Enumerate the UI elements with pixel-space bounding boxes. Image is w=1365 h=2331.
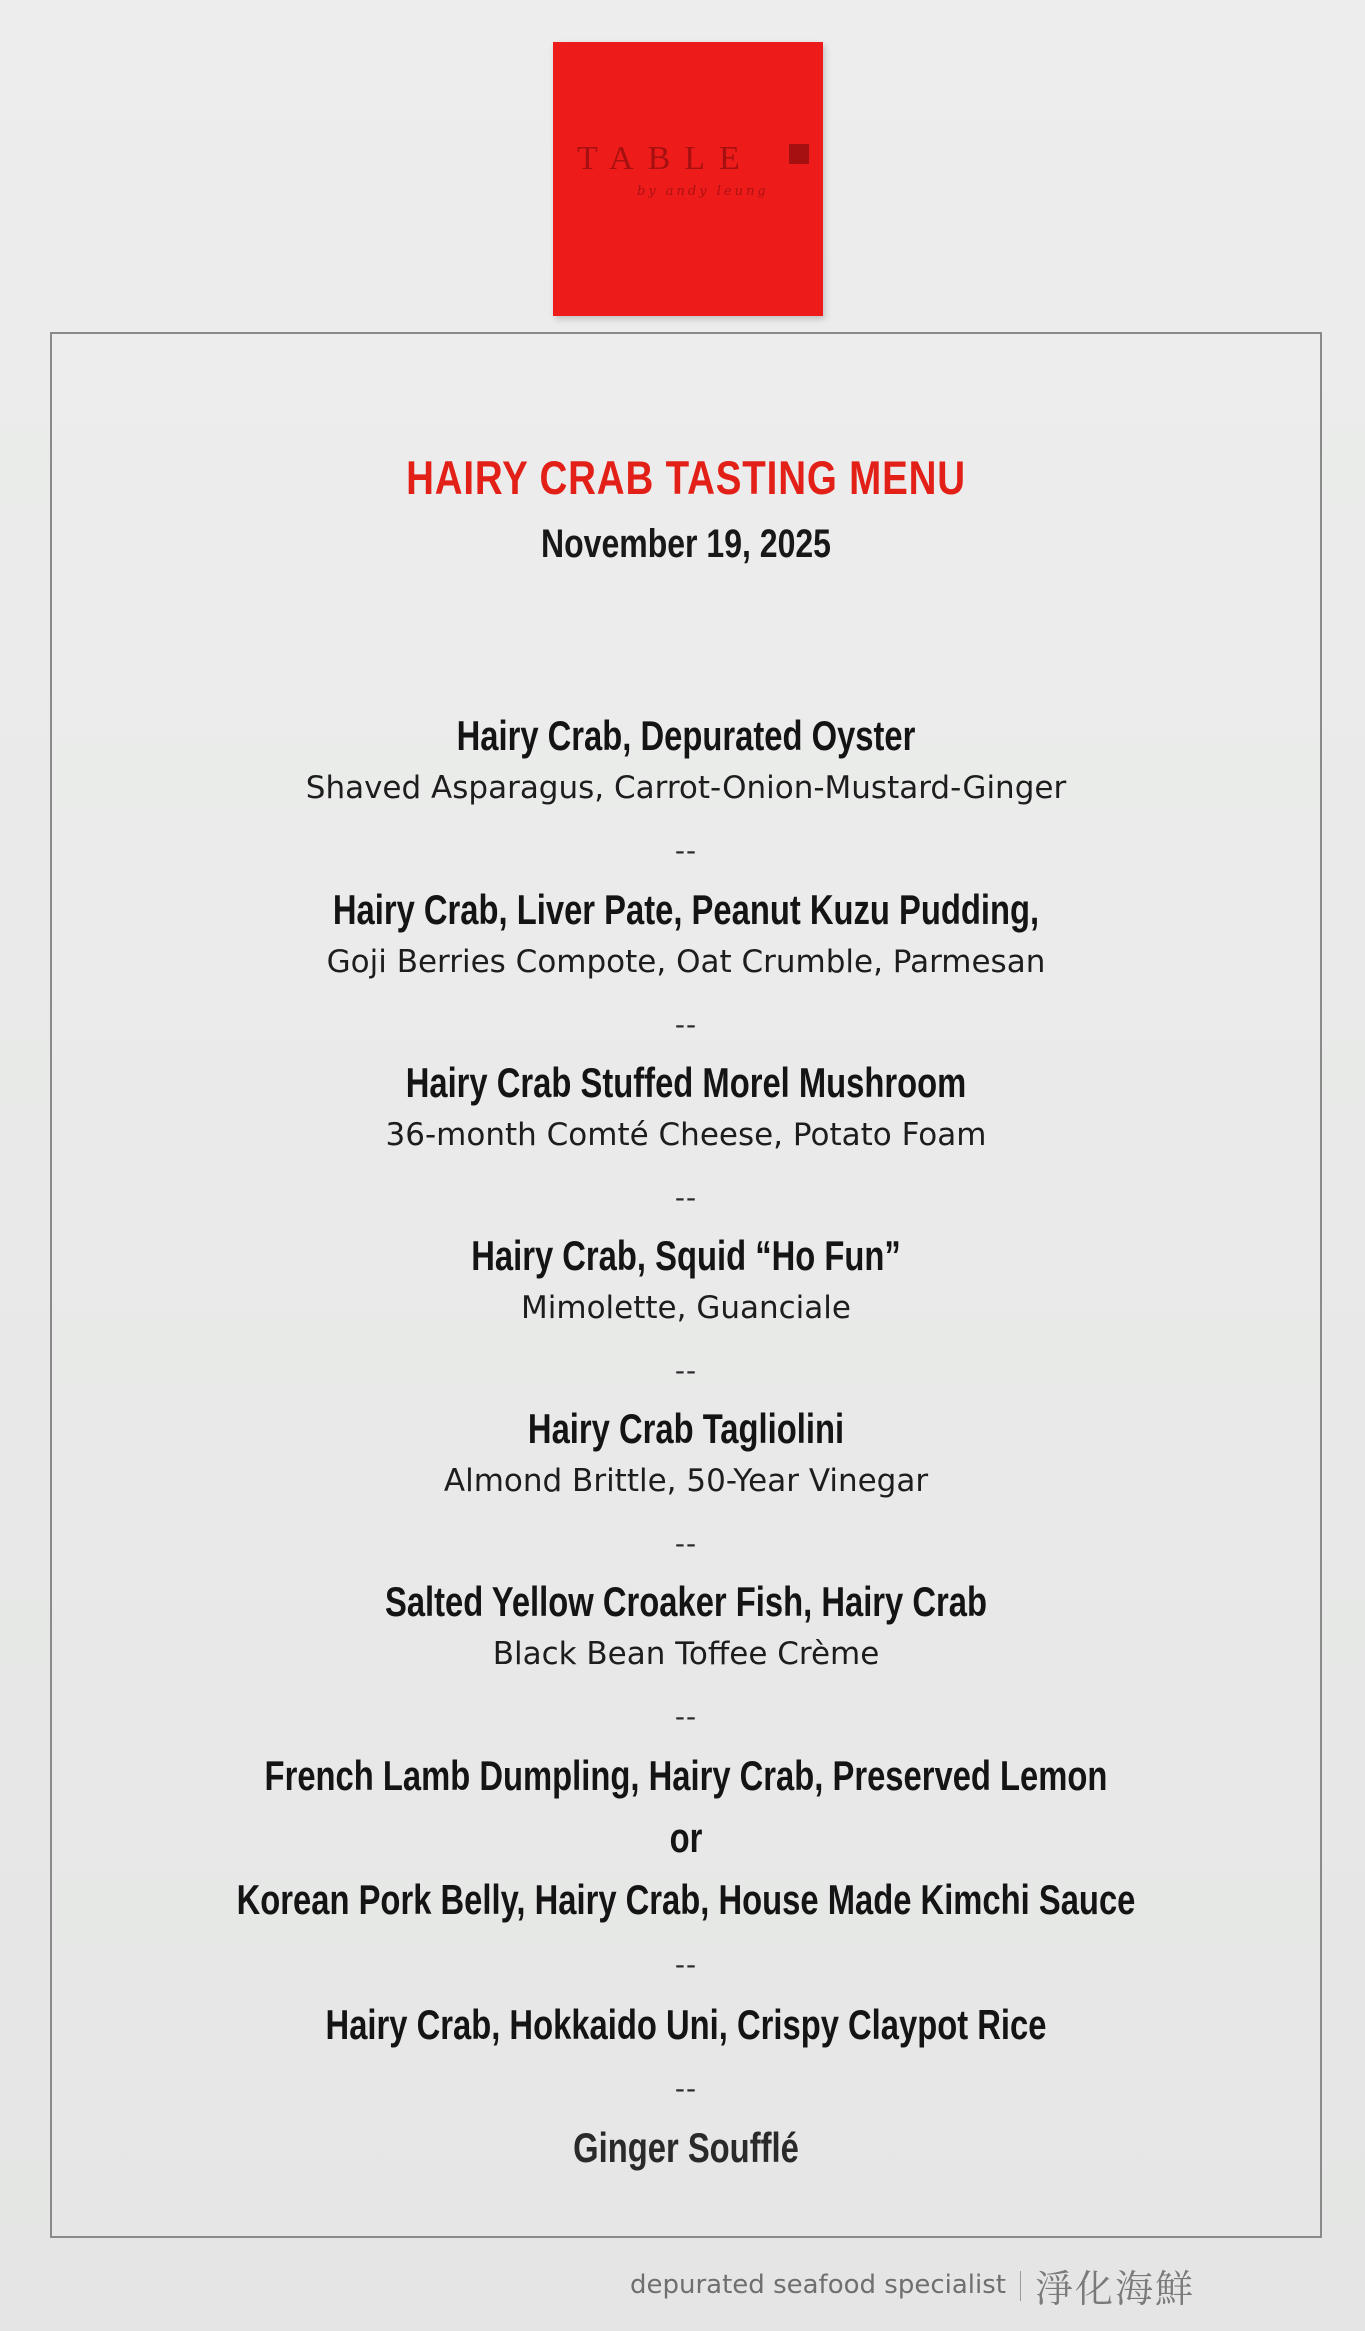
footer-text: depurated seafood specialist	[630, 2270, 1006, 2300]
logo-square-mark	[789, 144, 809, 164]
course-1	[50, 710, 1322, 808]
course-separator: --	[674, 1700, 698, 1733]
restaurant-logo	[553, 42, 823, 316]
choice-option-b: Korean Pork Belly, Hairy Crab, House Made Kimchi Sauce	[236, 1876, 1136, 1923]
logo-tagline: by andy leung	[637, 184, 769, 199]
footer-tagline	[630, 2258, 1230, 2313]
course-separator: --	[674, 1948, 698, 1981]
course-separator: --	[674, 2072, 698, 2105]
course-dish: Hairy Crab Stuffed Morel Mushroom	[405, 1059, 967, 1106]
menu-content	[50, 332, 1322, 2238]
course-dessert	[50, 2122, 1322, 2174]
course-description: 36-month Comté Cheese, Potato Foam	[385, 1117, 987, 1153]
menu-date: November 19, 2025	[541, 522, 831, 566]
course-separator: --	[674, 1354, 698, 1387]
course-separator: --	[674, 1527, 698, 1560]
footer-divider	[1020, 2271, 1021, 2301]
course-dish: Hairy Crab, Squid “Ho Fun”	[471, 1232, 901, 1279]
footer-chinese-text: 淨化海鮮	[1034, 2267, 1195, 2311]
course-separator: --	[674, 1181, 698, 1214]
course-3	[50, 1057, 1322, 1155]
course-dish: Salted Yellow Croaker Fish, Hairy Crab	[384, 1578, 988, 1625]
course-dish: Ginger Soufflé	[573, 2124, 799, 2171]
course-rice	[50, 1999, 1322, 2051]
logo-wordmark: TABLE	[577, 140, 754, 177]
course-separator: --	[674, 834, 698, 867]
course-dish: Hairy Crab, Liver Pate, Peanut Kuzu Pudding,	[332, 886, 1040, 933]
choice-or: or	[669, 1814, 703, 1861]
menu-title: HAIRY CRAB TASTING MENU	[406, 451, 966, 504]
course-description: Black Bean Toffee Crème	[492, 1636, 880, 1672]
course-separator: --	[674, 1008, 698, 1041]
course-dish: Hairy Crab, Hokkaido Uni, Crispy Claypot Rice	[325, 2001, 1047, 2048]
course-4	[50, 1230, 1322, 1328]
course-description: Shaved Asparagus, Carrot-Onion-Mustard-Ginger	[305, 770, 1067, 806]
course-description: Goji Berries Compote, Oat Crumble, Parmesan	[326, 944, 1046, 980]
choice-option-a: French Lamb Dumpling, Hairy Crab, Preserved Lemon	[264, 1752, 1108, 1799]
course-description: Mimolette, Guanciale	[521, 1290, 851, 1326]
course-5	[50, 1403, 1322, 1501]
course-2	[50, 884, 1322, 982]
course-dish: Hairy Crab, Depurated Oyster	[456, 712, 916, 759]
course-dish: Hairy Crab Tagliolini	[527, 1405, 845, 1452]
course-choice	[50, 1750, 1322, 1926]
course-description: Almond Brittle, 50-Year Vinegar	[443, 1463, 929, 1499]
course-6	[50, 1576, 1322, 1674]
